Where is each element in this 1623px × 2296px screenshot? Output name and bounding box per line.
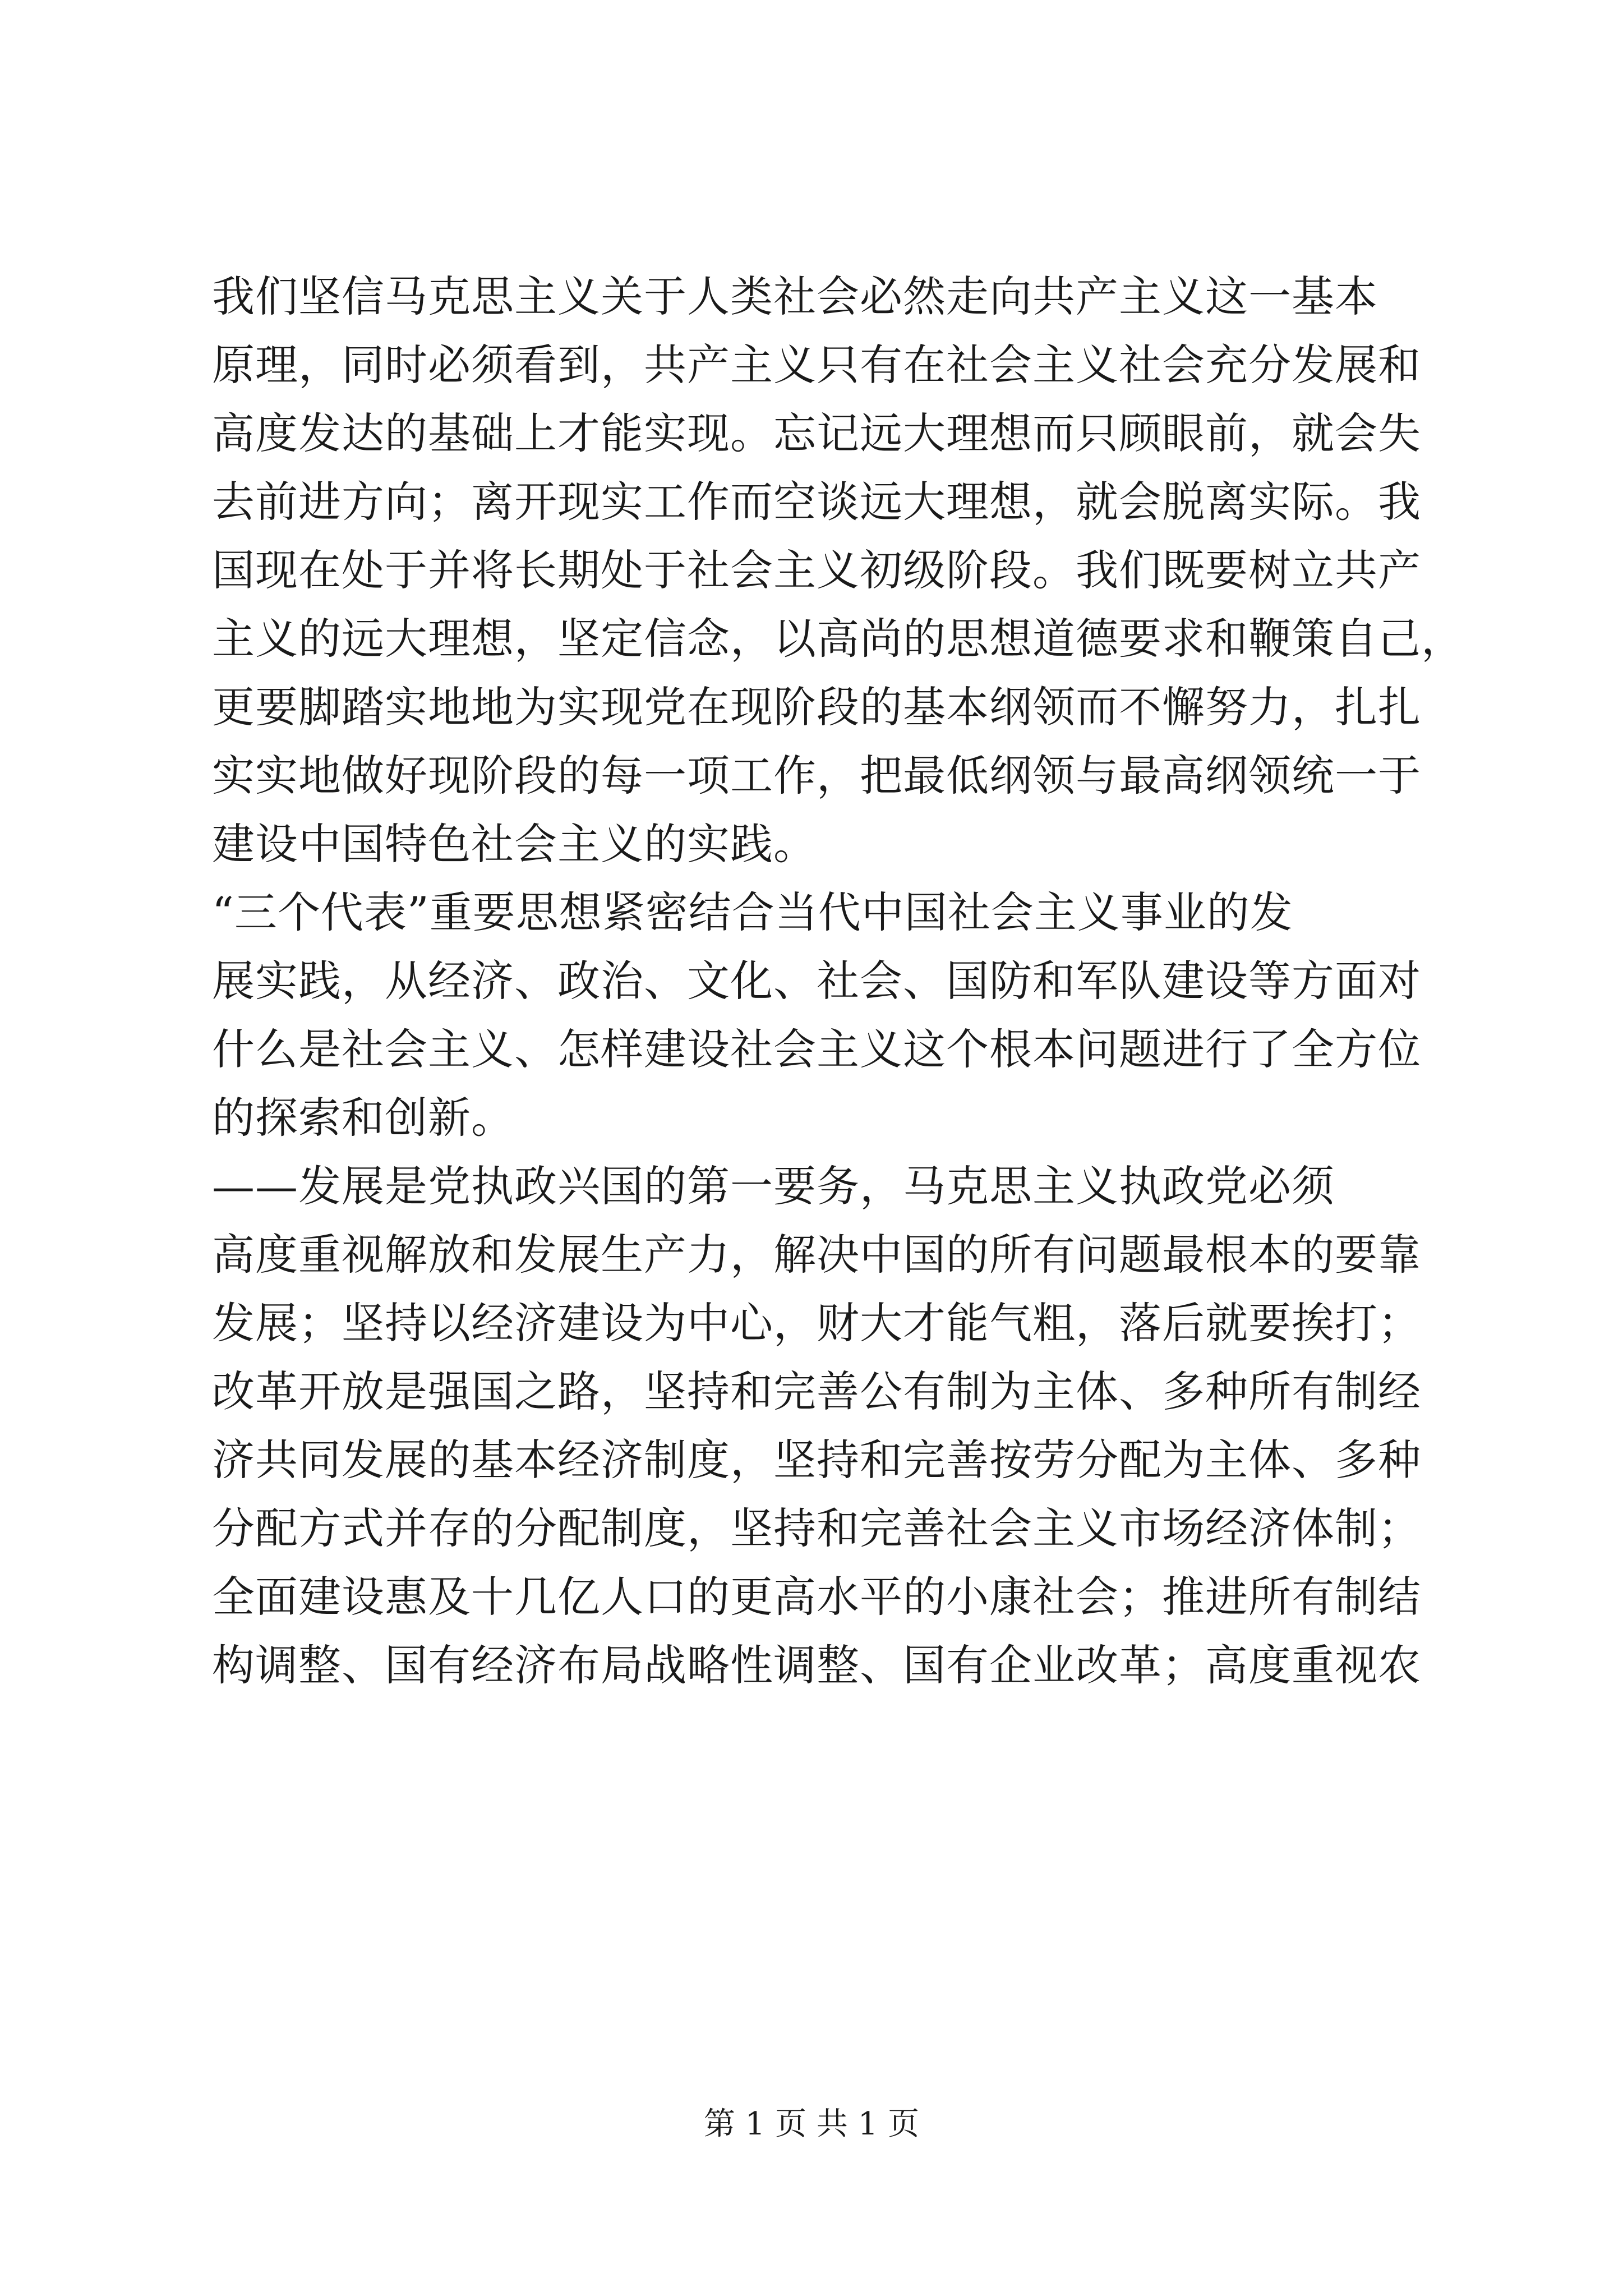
text-line: 国现在处于并将长期处于社会主义初级阶段。我们既要树立共产 [212, 545, 1421, 595]
text-line: 什么是社会主义、怎样建设社会主义这个根本问题进行了全方位 [212, 1024, 1421, 1074]
text-line: 我们坚信马克思主义关于人类社会必然走向共产主义这一基本 [212, 272, 1378, 321]
text-line: 全面建设惠及十几亿人口的更高水平的小康社会；推进所有制结 [212, 1572, 1421, 1622]
page-footer [0, 2105, 1623, 2144]
text-line: 构调整、国有经济布局战略性调整、国有企业改革；高度重视农 [212, 1640, 1421, 1690]
text-line: 济共同发展的基本经济制度，坚持和完善按劳分配为主体、多种 [212, 1435, 1421, 1485]
text-line: 高度重视解放和发展生产力，解决中国的所有问题最根本的要靠 [212, 1230, 1421, 1280]
text-line: 展实践，从经济、政治、文化、社会、国防和军队建设等方面对 [212, 956, 1421, 1006]
text-line: ——发展是党执政兴国的第一要务，马克思主义执政党必须 [212, 1161, 1335, 1211]
page-number: 第 1 页 共 1 页 [703, 2106, 920, 2142]
text-line: “三个代表”重要思想紧密结合当代中国社会主义事业的发 [212, 887, 1293, 937]
text-line: 更要脚踏实地地为实现党在现阶段的基本纲领而不懈努力，扎扎 [212, 682, 1421, 732]
text-line: 的探索和创新。 [212, 1093, 514, 1143]
text-line: 分配方式并存的分配制度，坚持和完善社会主义市场经济体制； [212, 1503, 1421, 1553]
text-line: 原理，同时必须看到，共产主义只有在社会主义社会充分发展和 [212, 340, 1421, 390]
text-line: 改革开放是强国之路，坚持和完善公有制为主体、多种所有制经 [212, 1366, 1421, 1416]
text-line: 主义的远大理想，坚定信念，以高尚的思想道德要求和鞭策自己， [212, 614, 1464, 664]
text-line: 去前进方向；离开现实工作而空谈远大理想，就会脱离实际。我 [212, 477, 1421, 527]
text-line: 建设中国特色社会主义的实践。 [212, 819, 817, 869]
text-line: 实实地做好现阶段的每一项工作，把最低纲领与最高纲领统一于 [212, 751, 1421, 800]
text-line: 高度发达的基础上才能实现。忘记远大理想而只顾眼前，就会失 [212, 408, 1421, 458]
text-line: 发展；坚持以经济建设为中心，财大才能气粗，落后就要挨打； [212, 1298, 1421, 1348]
document-body [212, 263, 1464, 1700]
